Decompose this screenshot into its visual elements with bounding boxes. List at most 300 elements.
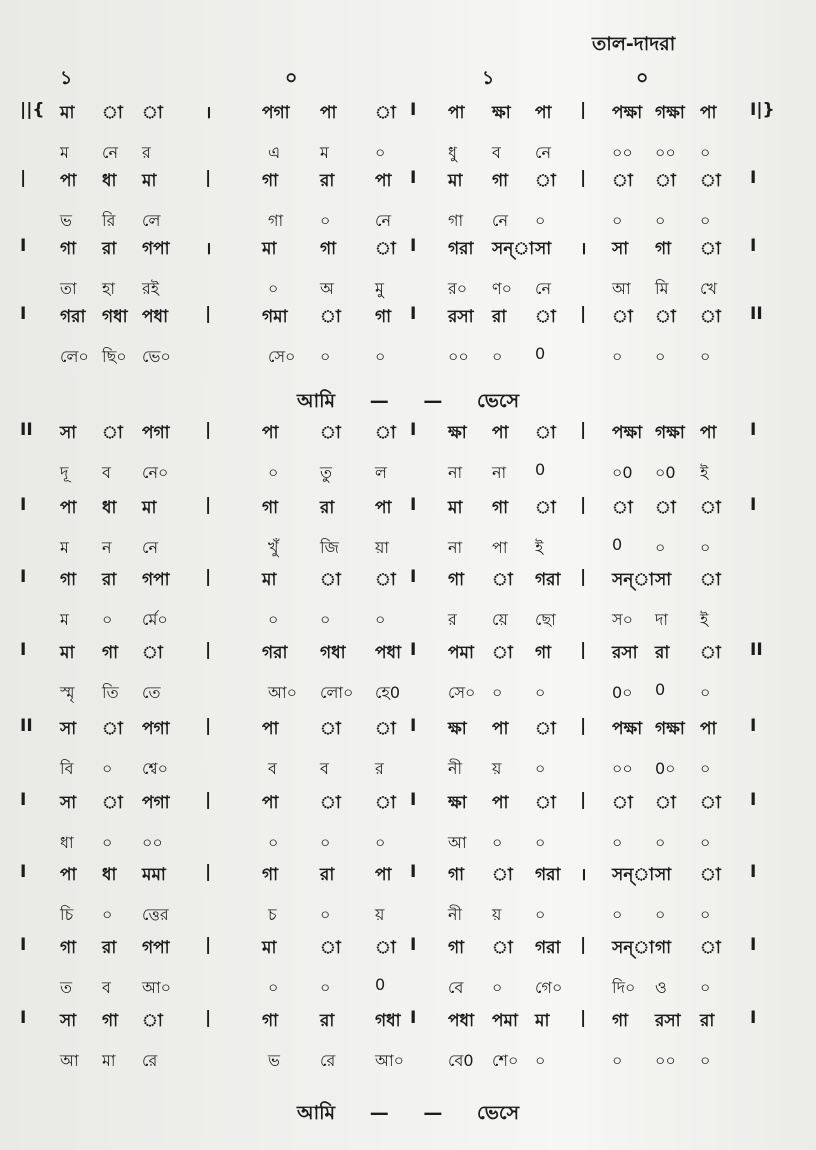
- swara-note: গরা: [60, 307, 86, 327]
- swara-note: া: [700, 938, 721, 958]
- swara-note: া: [102, 719, 123, 739]
- notation-block: [0, 716, 816, 794]
- lyric-syllable: ০: [655, 538, 666, 557]
- swara-note: গা: [448, 865, 465, 885]
- swara-note: গা: [448, 570, 465, 590]
- swara-note: গা: [492, 171, 509, 191]
- swara-note: গা: [492, 498, 509, 518]
- lyric-syllable: র: [142, 143, 151, 162]
- lyric-syllable: চ: [268, 905, 277, 924]
- swara-note: া: [655, 307, 676, 327]
- lyric-syllable: র০: [448, 279, 468, 298]
- swara-note: পা: [375, 171, 392, 191]
- lyric-syllable: 0: [375, 975, 386, 994]
- lyric-syllable: ও: [655, 978, 667, 997]
- lyric-syllable: গা: [268, 211, 284, 230]
- lyric-syllable: ০: [320, 610, 331, 629]
- bar-line: |: [580, 495, 587, 515]
- swara-note: পা: [262, 423, 279, 443]
- lyric-syllable: না: [448, 538, 463, 557]
- bar-line: ।: [580, 865, 587, 885]
- swara-note: রা: [102, 239, 117, 259]
- lyric-syllable: খুঁ: [268, 538, 279, 557]
- lyric-syllable: আ: [612, 279, 631, 298]
- swara-note: া: [102, 423, 123, 443]
- bar-line: I: [410, 304, 417, 324]
- lyric-syllable: ব: [492, 143, 501, 162]
- swara-note: গক্ষা: [655, 423, 685, 443]
- swara-note: া: [320, 307, 341, 327]
- swara-note: গা: [60, 938, 77, 958]
- lyric-syllable: বে: [448, 978, 464, 997]
- lyric-syllable: ব: [102, 463, 111, 482]
- bar-line: I: [20, 862, 27, 882]
- lyric-syllable: 0: [535, 344, 546, 363]
- lyric-syllable: ০: [612, 347, 623, 366]
- swara-note: া: [700, 793, 721, 813]
- lyric-row: [0, 680, 816, 712]
- lyric-syllable: স্মৃ: [60, 683, 75, 702]
- swara-note: পা: [700, 719, 717, 739]
- swara-note: া: [492, 865, 513, 885]
- refrain-dash: —: [369, 1102, 389, 1124]
- swara-note: মা: [60, 643, 75, 663]
- bar-line: |: [580, 790, 587, 810]
- lyric-syllable: গা: [448, 211, 464, 230]
- lyric-syllable: রি: [102, 211, 116, 230]
- lyric-syllable: ব: [268, 759, 277, 778]
- bar-line: |: [205, 567, 212, 587]
- lyric-syllable: ০: [535, 759, 546, 778]
- lyric-syllable: নী: [448, 759, 463, 778]
- swara-row: [0, 862, 816, 894]
- swara-note: া: [142, 1011, 163, 1031]
- bar-line: |: [580, 1008, 587, 1028]
- swara-note: পগা: [262, 103, 290, 123]
- bar-line: I: [410, 1008, 417, 1028]
- bar-line: I: [410, 567, 417, 587]
- bar-line: |: [205, 716, 212, 736]
- swara-note: মা: [535, 1011, 550, 1031]
- swara-note: গরা: [535, 865, 561, 885]
- lyric-syllable: ০: [102, 833, 113, 852]
- lyric-syllable: শ্বে০: [142, 759, 169, 778]
- lyric-syllable: ০: [700, 211, 711, 230]
- swara-note: সা: [612, 239, 629, 259]
- swara-note: সন্‌া: [612, 938, 655, 958]
- lyric-syllable: ছি০: [102, 347, 127, 366]
- lyric-syllable: য়ে: [492, 610, 508, 629]
- swara-note: মা: [142, 171, 157, 191]
- swara-note: া: [535, 423, 556, 443]
- lyric-syllable: নে: [102, 143, 119, 162]
- lyric-row: [0, 975, 816, 1007]
- lyric-syllable: তি: [102, 683, 119, 702]
- swara-note: পা: [535, 103, 552, 123]
- lyric-syllable: য়: [492, 759, 502, 778]
- tala-marker: ১: [60, 67, 73, 89]
- swara-note: পা: [60, 498, 77, 518]
- lyric-syllable: ০: [612, 833, 623, 852]
- bar-line: I: [20, 935, 27, 955]
- bar-line: II: [20, 420, 33, 440]
- lyric-syllable: তু: [320, 463, 333, 482]
- lyric-syllable: ০: [492, 347, 503, 366]
- swara-note: পা: [60, 171, 77, 191]
- swara-note: ধা: [102, 171, 117, 191]
- lyric-syllable: র: [375, 759, 384, 778]
- lyric-syllable: সে০: [268, 347, 296, 366]
- swara-note: গরা: [448, 239, 474, 259]
- lyric-syllable: মু: [375, 279, 384, 298]
- swara-note: া: [375, 103, 396, 123]
- bar-line: |: [580, 640, 587, 660]
- lyric-syllable: নে: [535, 143, 552, 162]
- swara-note: ধা: [102, 865, 117, 885]
- bar-line: |: [580, 716, 587, 736]
- swara-note: া: [102, 793, 123, 813]
- lyric-syllable: ই: [700, 463, 709, 482]
- lyric-row: [0, 1048, 816, 1080]
- lyric-syllable: ০: [655, 211, 666, 230]
- swara-note: া: [655, 171, 676, 191]
- lyric-syllable: লে০: [60, 347, 89, 366]
- lyric-syllable: দা: [655, 610, 669, 629]
- swara-note: মা: [262, 570, 277, 590]
- swara-note: া: [535, 171, 556, 191]
- lyric-syllable: য়: [375, 905, 385, 924]
- lyric-syllable: অ: [320, 279, 334, 298]
- lyric-syllable: 0: [655, 680, 666, 699]
- swara-note: া: [700, 643, 721, 663]
- swara-note: ক্ষা: [448, 719, 467, 739]
- swara-note: গপা: [142, 239, 170, 259]
- swara-note: া: [102, 103, 123, 123]
- swara-note: া: [700, 307, 721, 327]
- swara-note: পা: [492, 719, 509, 739]
- lyric-syllable: নী: [448, 905, 463, 924]
- swara-note: সা: [535, 239, 552, 259]
- swara-note: গা: [375, 307, 392, 327]
- lyric-syllable: মি: [655, 279, 669, 298]
- lyric-syllable: ভ: [60, 211, 72, 230]
- lyric-syllable: নে: [492, 211, 509, 230]
- swara-note: ক্ষা: [448, 793, 467, 813]
- bar-line: |: [20, 168, 27, 188]
- lyric-row: [0, 535, 816, 567]
- swara-row: [0, 567, 816, 599]
- lyric-syllable: ই: [700, 610, 709, 629]
- notation-block: [0, 935, 816, 1013]
- notation-block: [0, 100, 816, 178]
- bar-line: I: [750, 716, 757, 736]
- swara-note: া: [142, 643, 163, 663]
- bar-line: I: [410, 640, 417, 660]
- lyric-syllable: র্মে০: [142, 610, 168, 629]
- swara-note: গা: [60, 570, 77, 590]
- swara-note: পমা: [448, 643, 474, 663]
- lyric-row: [0, 756, 816, 788]
- bar-line: I: [410, 862, 417, 882]
- lyric-syllable: এ: [268, 143, 281, 162]
- swara-note: পা: [700, 423, 717, 443]
- swara-note: গক্ষা: [655, 719, 685, 739]
- swara-note: ধা: [102, 498, 117, 518]
- bar-line: |: [205, 1008, 212, 1028]
- bar-line: ।: [205, 239, 212, 259]
- bar-line: I: [410, 420, 417, 440]
- bar-line: I: [750, 495, 757, 515]
- lyric-syllable: ০: [700, 683, 711, 702]
- lyric-syllable: ০: [375, 143, 386, 162]
- lyric-syllable: হা: [102, 279, 116, 298]
- lyric-syllable: ০০: [655, 1051, 676, 1070]
- swara-row: [0, 935, 816, 967]
- lyric-syllable: ০: [535, 1051, 546, 1070]
- swara-note: া: [492, 938, 513, 958]
- swara-note: সা: [60, 1011, 77, 1031]
- lyric-syllable: শে০: [492, 1051, 519, 1070]
- swara-note: রা: [320, 171, 335, 191]
- lyric-syllable: ০: [375, 610, 386, 629]
- tala-marker: ১: [482, 67, 495, 89]
- lyric-syllable: ০: [320, 833, 331, 852]
- swara-note: া: [700, 171, 721, 191]
- swara-row: [0, 100, 816, 132]
- lyric-syllable: ল: [375, 463, 387, 482]
- lyric-syllable: ০: [700, 833, 711, 852]
- bar-line: I: [410, 790, 417, 810]
- swara-note: গা: [655, 938, 672, 958]
- swara-note: রা: [102, 570, 117, 590]
- refrain-word: আমি: [296, 390, 336, 412]
- swara-note: া: [375, 239, 396, 259]
- tala-marker: ০: [636, 67, 649, 89]
- swara-note: পমা: [492, 1011, 518, 1031]
- bar-line: |: [205, 495, 212, 515]
- lyric-syllable: ভ: [268, 1051, 280, 1070]
- swara-note: সন্‌া: [492, 239, 535, 259]
- swara-note: মা: [262, 938, 277, 958]
- bar-line: |: [205, 640, 212, 660]
- bar-line: I: [750, 420, 757, 440]
- swara-note: রা: [320, 1011, 335, 1031]
- swara-note: রা: [102, 938, 117, 958]
- lyric-syllable: রে: [142, 1051, 158, 1070]
- bar-line: I: [410, 716, 417, 736]
- bar-line: I: [750, 862, 757, 882]
- lyric-syllable: ০: [492, 683, 503, 702]
- bar-line: |: [580, 567, 587, 587]
- swara-note: রা: [320, 865, 335, 885]
- lyric-syllable: ০: [102, 905, 113, 924]
- lyric-syllable: ০০: [612, 759, 633, 778]
- lyric-syllable: ০: [320, 347, 331, 366]
- tala-markers: [0, 64, 816, 88]
- bar-line: |: [580, 304, 587, 324]
- lyric-syllable: ই: [535, 538, 544, 557]
- bar-line: I: [20, 304, 27, 324]
- swara-row: [0, 168, 816, 200]
- lyric-syllable: ০0: [612, 463, 633, 482]
- lyric-syllable: ছো: [535, 610, 556, 629]
- swara-note: া: [700, 239, 721, 259]
- lyric-row: [0, 344, 816, 376]
- swara-note: পা: [375, 865, 392, 885]
- swara-note: রা: [492, 307, 507, 327]
- lyric-syllable: ০: [700, 538, 711, 557]
- swara-note: গা: [655, 239, 672, 259]
- swara-note: গরা: [535, 570, 561, 590]
- swara-note: ক্ষা: [492, 103, 511, 123]
- bar-line: |: [580, 100, 587, 120]
- lyric-syllable: বে0: [448, 1051, 474, 1070]
- swara-note: া: [612, 793, 633, 813]
- bar-line: I: [410, 495, 417, 515]
- lyric-syllable: ণ০: [492, 279, 513, 298]
- lyric-syllable: ০: [268, 978, 279, 997]
- lyric-row: [0, 902, 816, 934]
- lyric-syllable: 0: [612, 535, 623, 554]
- notation-block: [0, 168, 816, 246]
- lyric-syllable: ভে০: [142, 347, 171, 366]
- lyric-syllable: রে: [320, 1051, 336, 1070]
- swara-row: [0, 716, 816, 748]
- bar-line: I: [20, 495, 27, 515]
- swara-note: পক্ষা: [612, 423, 643, 443]
- bar-line: |: [580, 935, 587, 955]
- swara-note: পা: [448, 103, 465, 123]
- swara-note: রা: [655, 643, 670, 663]
- swara-row: [0, 304, 816, 336]
- lyric-syllable: 0: [535, 460, 546, 479]
- lyric-syllable: ০: [655, 905, 666, 924]
- lyric-syllable: য়: [492, 905, 502, 924]
- lyric-syllable: ০: [375, 833, 386, 852]
- swara-note: সা: [60, 719, 77, 739]
- swara-note: সা: [655, 570, 672, 590]
- notation-block: [0, 790, 816, 868]
- lyric-syllable: তে: [142, 683, 161, 702]
- lyric-syllable: আ০: [268, 683, 298, 702]
- swara-note: মা: [60, 103, 75, 123]
- swara-note: পা: [492, 423, 509, 443]
- refrain-word: ভেসে: [476, 390, 520, 412]
- swara-note: া: [700, 570, 721, 590]
- swara-note: া: [320, 423, 341, 443]
- lyric-syllable: ম: [320, 143, 329, 162]
- swara-note: া: [320, 793, 341, 813]
- swara-note: পা: [700, 103, 717, 123]
- lyric-syllable: ধু: [448, 143, 457, 162]
- swara-row: [0, 420, 816, 452]
- lyric-syllable: ০: [375, 347, 386, 366]
- swara-note: গপা: [142, 938, 170, 958]
- bar-line: I: [20, 1008, 27, 1028]
- bar-line: I: [20, 640, 27, 660]
- lyric-syllable: ০: [102, 610, 113, 629]
- swara-note: মমা: [142, 865, 166, 885]
- bar-line: ।: [205, 103, 212, 123]
- lyric-syllable: ০: [700, 759, 711, 778]
- bar-line: I: [20, 567, 27, 587]
- bar-line: ।: [580, 239, 587, 259]
- swara-note: পগা: [142, 423, 170, 443]
- swara-note: মা: [448, 171, 463, 191]
- bar-line: |: [205, 304, 212, 324]
- lyric-syllable: ম: [60, 610, 69, 629]
- lyric-syllable: ০: [700, 978, 711, 997]
- swara-note: গধা: [320, 643, 346, 663]
- swara-note: মা: [142, 498, 157, 518]
- lyric-syllable: ০: [320, 978, 331, 997]
- swara-note: গধা: [375, 1011, 401, 1031]
- bar-line: I: [20, 236, 27, 256]
- bar-line: |: [205, 168, 212, 188]
- swara-note: সন্‌া: [612, 865, 655, 885]
- bar-line: II: [750, 640, 763, 660]
- bar-line: I|}: [750, 100, 775, 120]
- lyric-syllable: ত: [60, 978, 73, 997]
- swara-note: সা: [655, 865, 672, 885]
- lyric-syllable: ম: [60, 143, 69, 162]
- lyric-syllable: ০০: [612, 143, 633, 162]
- lyric-syllable: লো০: [320, 683, 354, 702]
- lyric-syllable: আ০: [375, 1051, 405, 1070]
- notation-block: [0, 420, 816, 498]
- swara-note: া: [612, 498, 633, 518]
- lyric-syllable: দি০: [612, 978, 636, 997]
- notation-block: [0, 495, 816, 573]
- lyric-syllable: গে০: [535, 978, 563, 997]
- swara-note: া: [700, 498, 721, 518]
- swara-note: া: [655, 498, 676, 518]
- lyric-syllable: ধা: [60, 833, 74, 852]
- lyric-syllable: ০০: [142, 833, 163, 852]
- refrain-word: আমি: [296, 1102, 336, 1124]
- swara-note: মা: [448, 498, 463, 518]
- swara-note: া: [612, 307, 633, 327]
- bar-line: I: [410, 168, 417, 188]
- lyric-syllable: ০: [535, 905, 546, 924]
- lyric-syllable: ০০: [448, 347, 469, 366]
- lyric-syllable: দূ: [60, 463, 69, 482]
- lyric-syllable: আ: [60, 1051, 79, 1070]
- lyric-syllable: নে: [535, 279, 552, 298]
- refrain-line: [0, 387, 816, 419]
- lyric-syllable: নে: [142, 538, 159, 557]
- swara-note: গক্ষা: [655, 103, 685, 123]
- lyric-syllable: ম: [60, 538, 69, 557]
- lyric-syllable: ০0: [655, 463, 676, 482]
- lyric-syllable: ০: [612, 211, 623, 230]
- swara-row: [0, 495, 816, 527]
- swara-note: পগা: [142, 793, 170, 813]
- lyric-syllable: ত্তের: [142, 905, 169, 924]
- swara-note: ক্ষা: [448, 423, 467, 443]
- bar-line: |: [205, 935, 212, 955]
- swara-note: গা: [262, 498, 279, 518]
- lyric-syllable: ০: [492, 978, 503, 997]
- swara-note: গা: [262, 1011, 279, 1031]
- lyric-syllable: ০: [268, 833, 279, 852]
- lyric-syllable: ০: [700, 905, 711, 924]
- swara-note: পক্ষা: [612, 719, 643, 739]
- lyric-syllable: হে0: [375, 683, 401, 702]
- swara-note: পা: [60, 865, 77, 885]
- bar-line: II: [750, 304, 763, 324]
- lyric-syllable: ০: [320, 211, 331, 230]
